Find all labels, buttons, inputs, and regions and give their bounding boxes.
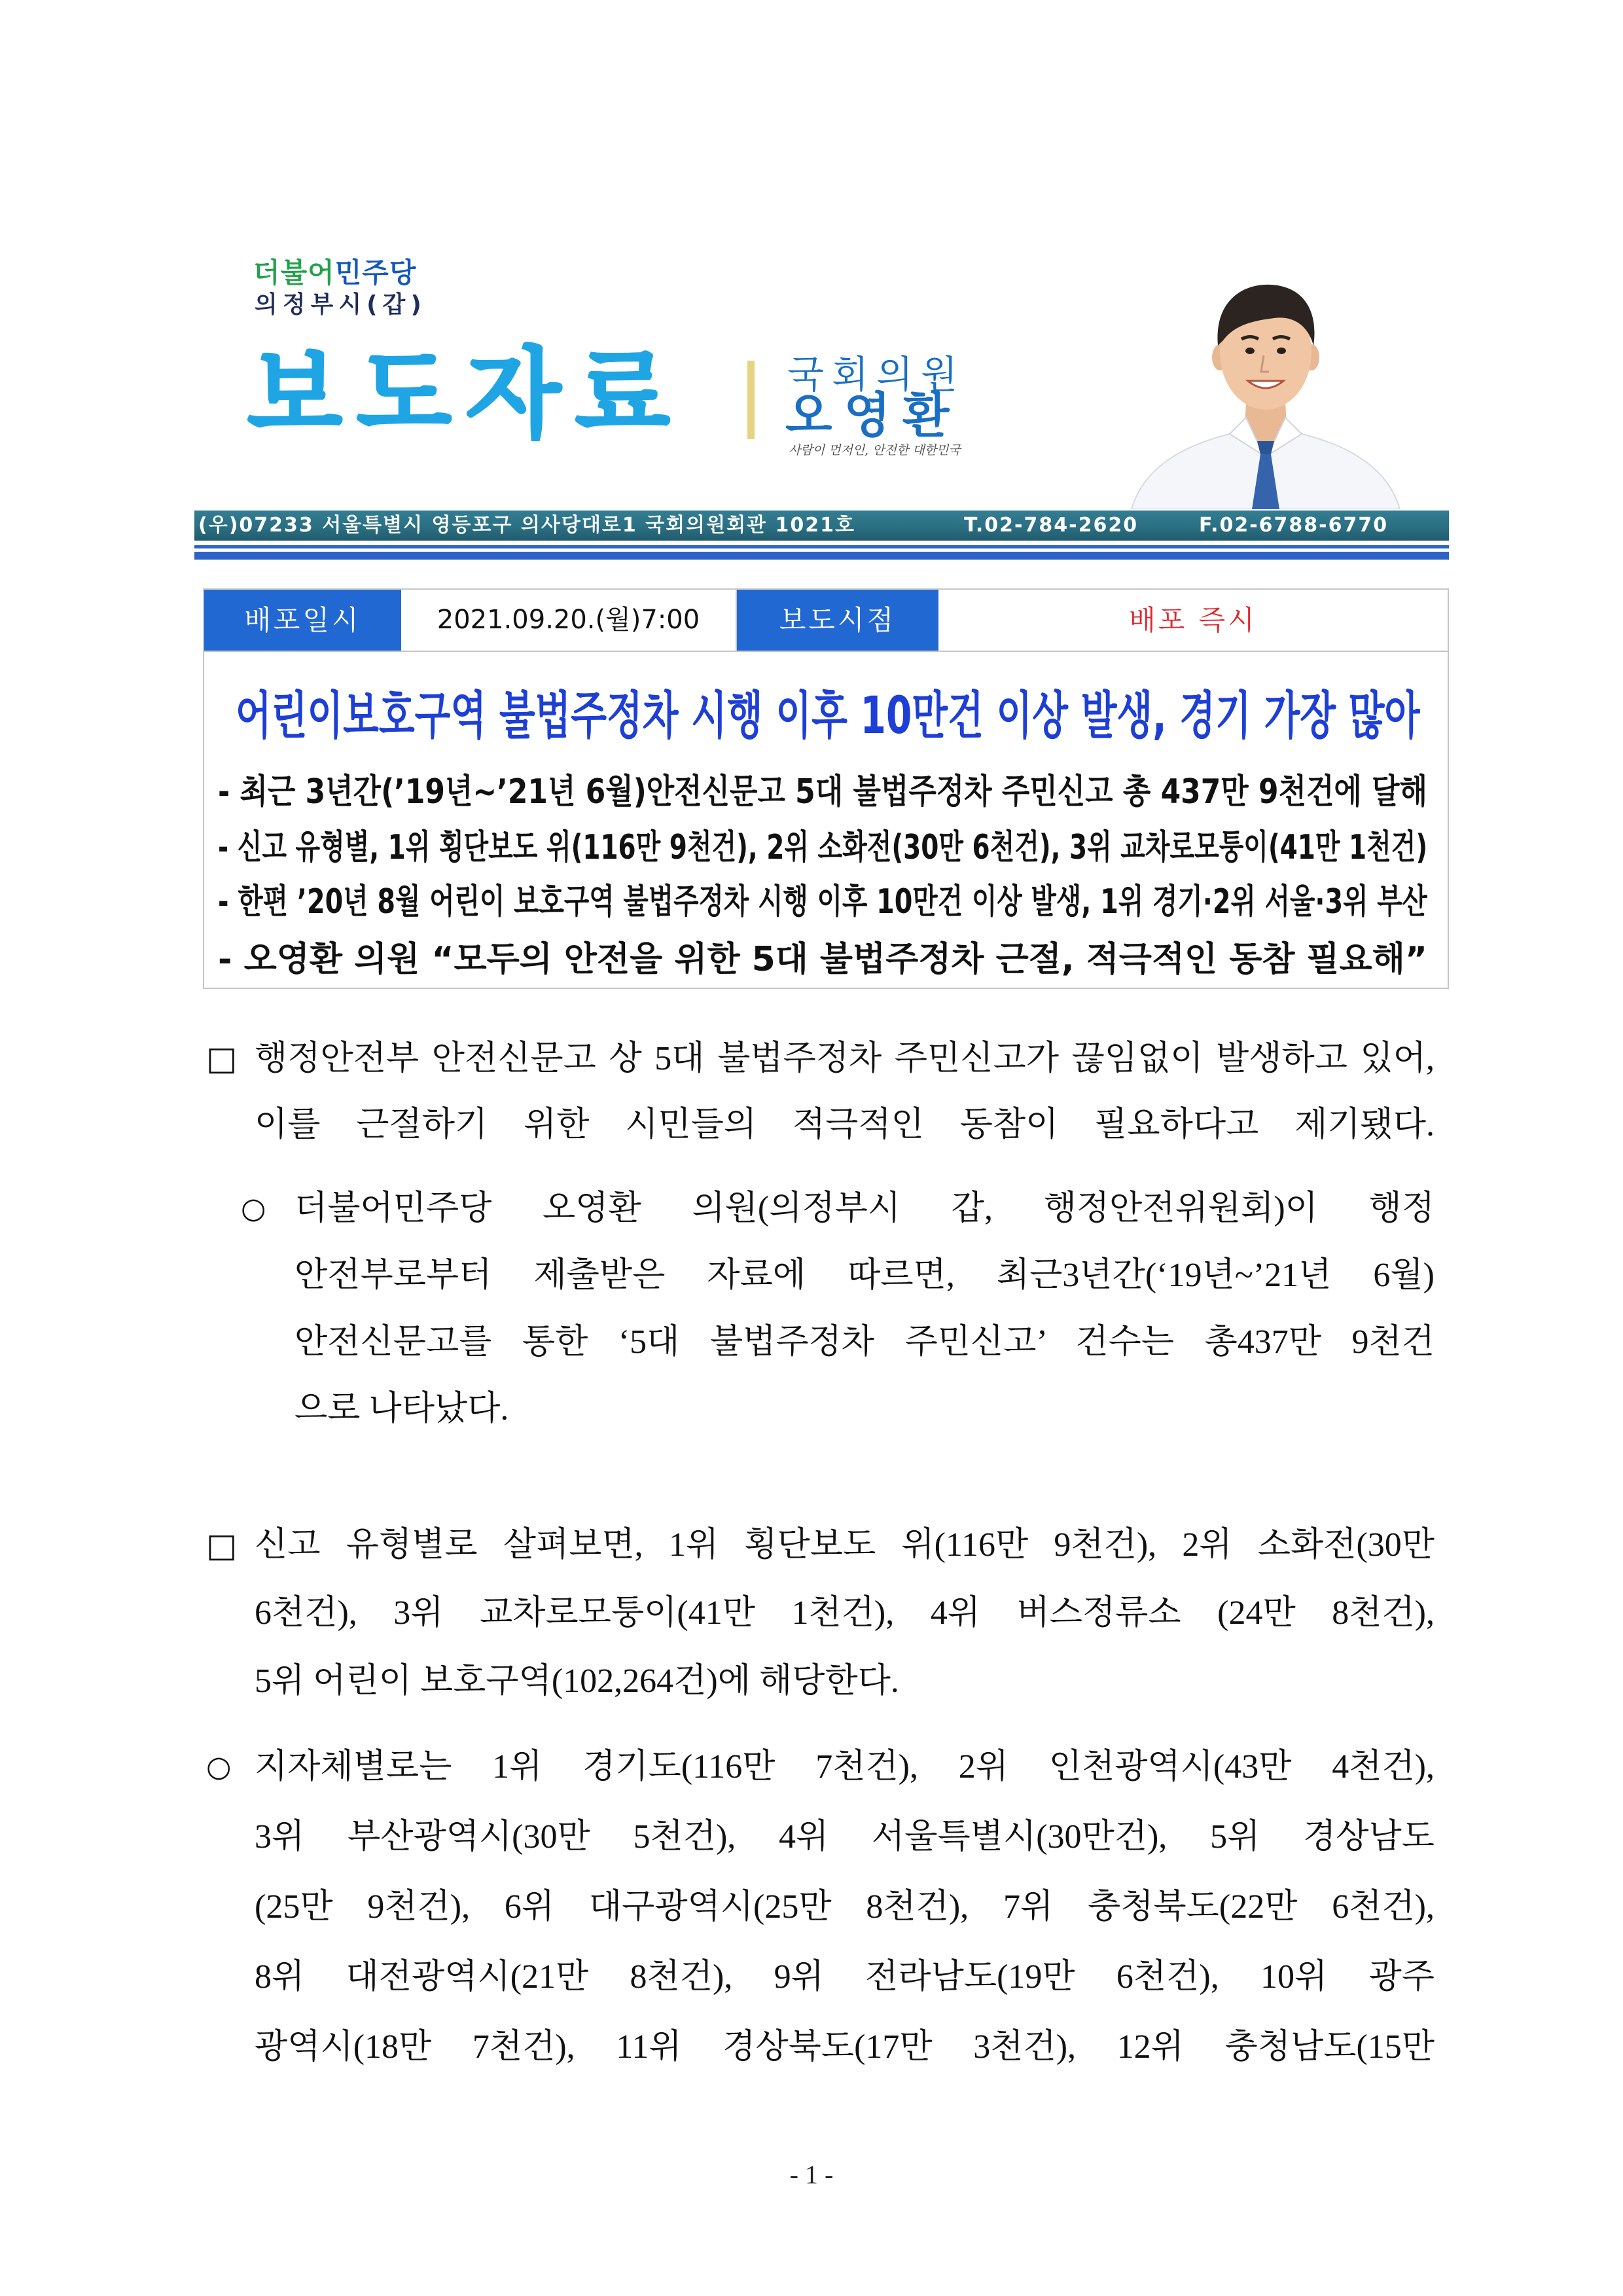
embargo-label: 보도시점 bbox=[737, 590, 938, 651]
circle-bullet-icon: ○ bbox=[241, 1192, 266, 1225]
paragraph-line: 8위 대전광역시(21만 8천건), 9위 전라남도(19만 6천건), 10위 광주 bbox=[255, 1958, 1435, 1996]
paragraph-line: 지자체별로는 1위 경기도(116만 7천건), 2위 인천광역시(43만 4천건), bbox=[255, 1748, 1435, 1785]
headline-title: 어린이보호구역 불법주정차 시행 이후 10만건 이상 발생, 경기 가장 많아 bbox=[236, 687, 1420, 745]
press-release-title: 보도자료 bbox=[247, 338, 685, 452]
phone-number: T.02-784-2620 bbox=[964, 514, 1139, 537]
contact-bar bbox=[194, 511, 1449, 541]
portrait-photo bbox=[1118, 247, 1413, 509]
subheadline: - 신고 유형별, 1위 횡단보도 위(116만 9천건), 2위 소화전(30만 6천건), 3위 교차로모퉁이(41만 1천건) bbox=[218, 828, 1427, 867]
paragraph-lines bbox=[255, 1026, 1435, 1158]
subheadline: - 한편 ’20년 8월 어린이 보호구역 불법주정차 시행 이후 10만건 이상 발생, 1위 경기·2위 서울·3위 부산 bbox=[218, 882, 1427, 922]
distribution-time-value: 2021.09.20.(월)7:00 bbox=[401, 590, 737, 651]
square-bullet-icon: □ bbox=[206, 1039, 238, 1077]
header-rule bbox=[194, 552, 1449, 560]
paragraph-line: 안전신문고를 통한 ‘5대 불법주정차 주민신고’ 건수는 총437만 9천건 bbox=[294, 1323, 1435, 1361]
member-name: 오영환 bbox=[785, 387, 961, 444]
paragraph-line: 행정안전부 안전신문고 상 5대 불법주정차 주민신고가 끊임없이 발생하고 있어, bbox=[255, 1040, 1435, 1077]
paragraph-line: 이를 근절하기 위한 시민들의 적극적인 동참이 필요하다고 제기됐다. bbox=[255, 1106, 1435, 1143]
paragraph bbox=[196, 1511, 1440, 1715]
headline-box bbox=[203, 651, 1449, 989]
district-label: 의정부시(갑) bbox=[255, 291, 427, 318]
paragraph-line: 6천건), 3위 교차로모퉁이(41만 1천건), 4위 버스정류소 (24만 8천건), bbox=[255, 1594, 1435, 1632]
office-address: (우)07233 서울특별시 영등포구 의사당대로1 국회의원회관 1021호 bbox=[198, 514, 855, 537]
paragraph-lines bbox=[294, 1175, 1435, 1443]
paragraph bbox=[196, 1732, 1440, 2082]
header-rule bbox=[194, 545, 1449, 548]
subheadline: - 최근 3년간(’19년~’21년 6월)안전신문고 5대 불법주정차 주민신고 총 437만 9천건에 달해 bbox=[218, 772, 1427, 812]
subheadline: - 오영환 의원 “모두의 안전을 위한 5대 불법주정차 근절, 적극적인 동참 필요해” bbox=[218, 940, 1427, 979]
member-title: 국회의원 bbox=[787, 352, 966, 397]
paragraph-line: (25만 9천건), 6위 대구광역시(25만 8천건), 7위 충청북도(22만 6천건), bbox=[255, 1888, 1435, 1926]
paragraph-line: 광역시(18만 7천건), 11위 경상북도(17만 3천건), 12위 충청남도(15만 bbox=[255, 2028, 1435, 2066]
distribution-time-label: 배포일시 bbox=[204, 590, 401, 651]
paragraph-line: 신고 유형별로 살펴보면, 1위 횡단보도 위(116만 9천건), 2위 소화전(30만 bbox=[255, 1526, 1435, 1564]
paragraph bbox=[196, 1175, 1440, 1443]
paragraph-line: 5위 어린이 보호구역(102,264건)에 해당한다. bbox=[255, 1662, 899, 1700]
square-bullet-icon: □ bbox=[206, 1526, 238, 1564]
paragraph-line: 안전부로부터 제출받은 자료에 따르면, 최근3년간(‘19년~’21년 6월) bbox=[294, 1257, 1435, 1294]
paragraph-line: 더불어민주당 오영환 의원(의정부시 갑, 행정안전위원회)이 행정 bbox=[294, 1190, 1435, 1227]
paragraph-line: 3위 부산광역시(30만 5천건), 4위 서울특별시(30만건), 5위 경상남도 bbox=[255, 1818, 1435, 1856]
embargo-value: 배포 즉시 bbox=[1129, 604, 1257, 636]
paragraph-lines bbox=[255, 1511, 1435, 1715]
release-info-table bbox=[203, 588, 1449, 652]
party-logo: 더불어민주당 bbox=[253, 257, 417, 289]
paragraph bbox=[196, 1026, 1440, 1158]
paragraph-lines bbox=[255, 1732, 1435, 2082]
paragraph-line: 으로 나타났다. bbox=[294, 1390, 509, 1427]
page-number: - 1 - bbox=[789, 2160, 834, 2189]
slogan: 사람이 먼저인, 안전한 대한민국 bbox=[789, 443, 961, 457]
title-divider bbox=[747, 361, 755, 439]
fax-number: F.02-6788-6770 bbox=[1199, 514, 1389, 537]
circle-bullet-icon: ○ bbox=[206, 1750, 232, 1784]
